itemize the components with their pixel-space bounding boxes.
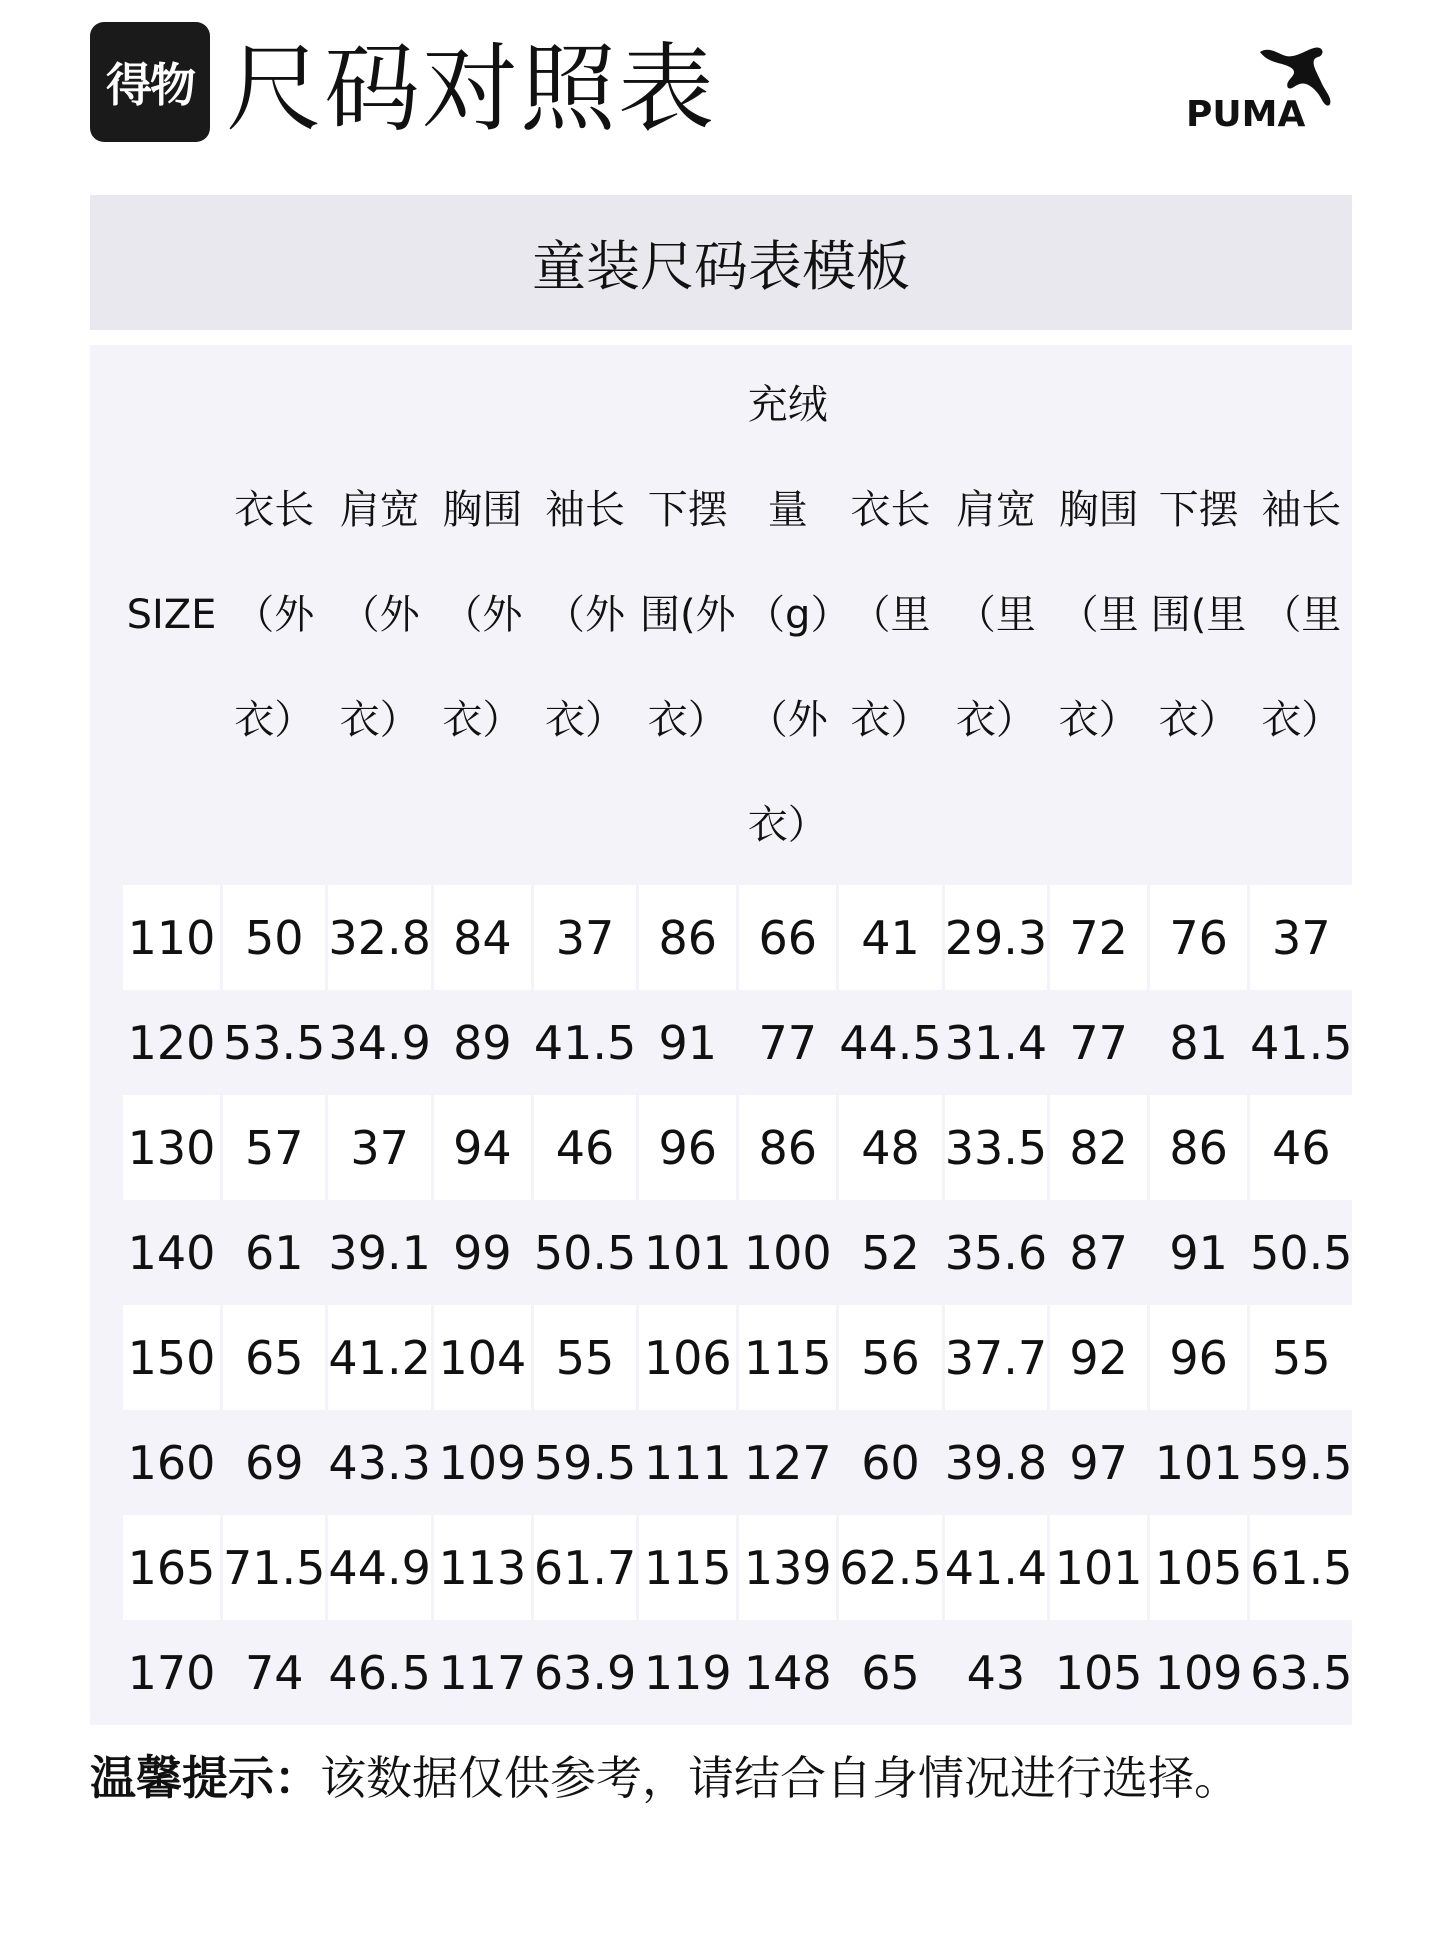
- column-header: 下摆围(里衣）: [1150, 486, 1247, 743]
- size-cell: 170: [127, 1645, 216, 1700]
- measurement-cell: 44.9: [328, 1515, 430, 1620]
- table-header-row: [123, 345, 1353, 885]
- measurement-cell: 48: [839, 1095, 941, 1200]
- size-cell: 110: [123, 885, 220, 990]
- measurement-cell: 56: [839, 1305, 941, 1410]
- measurement-cell: 66: [739, 885, 836, 990]
- size-chart: [90, 345, 1352, 1725]
- measurement-cell: 104: [434, 1305, 531, 1410]
- tip-text: 该数据仅供参考，请结合自身情况进行选择。: [320, 1751, 1240, 1805]
- size-cell: 120: [127, 1015, 216, 1070]
- measurement-cell: 106: [639, 1305, 736, 1410]
- app-logo: 得物: [90, 22, 210, 142]
- measurement-cell: 96: [639, 1095, 736, 1200]
- size-cell: 160: [127, 1435, 216, 1490]
- tip-note: [90, 1742, 1352, 1808]
- measurement-cell: 97: [1069, 1435, 1128, 1490]
- measurement-cell: 74: [244, 1645, 304, 1700]
- measurement-cell: 55: [534, 1305, 636, 1410]
- measurement-cell: 101: [1050, 1515, 1147, 1620]
- measurement-cell: 139: [739, 1515, 836, 1620]
- measurement-cell: 59.5: [533, 1435, 637, 1490]
- measurement-cell: 61: [244, 1225, 304, 1280]
- measurement-cell: 61.5: [1250, 1515, 1352, 1620]
- measurement-cell: 148: [743, 1645, 832, 1700]
- column-header: 袖长（外衣）: [545, 486, 626, 743]
- measurement-cell: 33.5: [945, 1095, 1047, 1200]
- measurement-cell: 105: [1150, 1515, 1247, 1620]
- measurement-cell: 86: [1150, 1095, 1247, 1200]
- table-row: [123, 1620, 1353, 1725]
- measurement-cell: 41.5: [1250, 1015, 1353, 1070]
- measurement-cell: 115: [639, 1515, 736, 1620]
- column-header: 胸围（外衣）: [442, 486, 523, 743]
- measurement-cell: 94: [434, 1095, 531, 1200]
- tip-label: 温馨提示：: [90, 1751, 320, 1805]
- measurement-cell: 59.5: [1250, 1435, 1353, 1490]
- table-row: [123, 1305, 1353, 1410]
- measurement-cell: 50.5: [533, 1225, 637, 1280]
- size-table: [120, 345, 1356, 1725]
- measurement-cell: 44.5: [839, 1015, 942, 1070]
- measurement-cell: 86: [639, 885, 736, 990]
- measurement-cell: 86: [739, 1095, 836, 1200]
- table-body: [123, 885, 1353, 1725]
- brand-wordmark: PUMA: [1186, 94, 1306, 135]
- measurement-cell: 65: [861, 1645, 920, 1700]
- measurement-cell: 41.2: [328, 1305, 430, 1410]
- measurement-cell: 43: [966, 1645, 1026, 1700]
- measurement-cell: 63.5: [1250, 1645, 1353, 1700]
- measurement-cell: 113: [434, 1515, 531, 1620]
- measurement-cell: 35.6: [944, 1225, 1048, 1280]
- column-header: SIZE: [126, 591, 217, 638]
- measurement-cell: 55: [1250, 1305, 1352, 1410]
- column-header: 充绒量（g）（外衣）: [745, 381, 831, 848]
- size-cell: 165: [123, 1515, 220, 1620]
- measurement-cell: 89: [453, 1015, 512, 1070]
- table-row: [123, 1410, 1353, 1515]
- measurement-cell: 77: [758, 1015, 818, 1070]
- column-header: 下摆围(外衣）: [639, 486, 736, 743]
- column-header: 衣长（里衣）: [850, 486, 931, 743]
- size-cell: 150: [123, 1305, 220, 1410]
- measurement-cell: 63.9: [533, 1645, 637, 1700]
- table-row: [123, 1095, 1353, 1200]
- measurement-cell: 111: [643, 1435, 732, 1490]
- measurement-cell: 100: [743, 1225, 832, 1280]
- column-header: 肩宽（外衣）: [339, 486, 420, 743]
- measurement-cell: 53.5: [223, 1015, 326, 1070]
- header: [90, 20, 1352, 150]
- measurement-cell: 82: [1050, 1095, 1147, 1200]
- measurement-cell: 41: [839, 885, 941, 990]
- measurement-cell: 71.5: [223, 1515, 325, 1620]
- measurement-cell: 101: [1154, 1435, 1243, 1490]
- column-header: 衣长（外衣）: [234, 486, 315, 743]
- measurement-cell: 127: [743, 1435, 832, 1490]
- measurement-cell: 41.5: [533, 1015, 637, 1070]
- table-banner: 童装尺码表模板: [90, 195, 1352, 330]
- measurement-cell: 115: [739, 1305, 836, 1410]
- size-cell: 140: [127, 1225, 216, 1280]
- measurement-cell: 52: [861, 1225, 920, 1280]
- measurement-cell: 101: [643, 1225, 732, 1280]
- measurement-cell: 87: [1069, 1225, 1128, 1280]
- measurement-cell: 65: [223, 1305, 325, 1410]
- measurement-cell: 34.9: [328, 1015, 431, 1070]
- table-row: [123, 1515, 1353, 1620]
- measurement-cell: 84: [434, 885, 531, 990]
- measurement-cell: 91: [658, 1015, 718, 1070]
- table-row: [123, 990, 1353, 1095]
- measurement-cell: 43.3: [328, 1435, 431, 1490]
- measurement-cell: 109: [438, 1435, 527, 1490]
- measurement-cell: 29.3: [945, 885, 1047, 990]
- table-row: [123, 885, 1353, 990]
- puma-logo: [1186, 44, 1336, 134]
- measurement-cell: 50.5: [1250, 1225, 1353, 1280]
- measurement-cell: 57: [223, 1095, 325, 1200]
- measurement-cell: 61.7: [534, 1515, 636, 1620]
- measurement-cell: 117: [438, 1645, 527, 1700]
- measurement-cell: 32.8: [328, 885, 430, 990]
- measurement-cell: 76: [1150, 885, 1247, 990]
- measurement-cell: 81: [1169, 1015, 1228, 1070]
- measurement-cell: 62.5: [839, 1515, 941, 1620]
- measurement-cell: 69: [244, 1435, 304, 1490]
- size-cell: 130: [123, 1095, 220, 1200]
- measurement-cell: 37: [534, 885, 636, 990]
- measurement-cell: 99: [453, 1225, 512, 1280]
- measurement-cell: 91: [1169, 1225, 1228, 1280]
- measurement-cell: 41.4: [945, 1515, 1047, 1620]
- measurement-cell: 60: [861, 1435, 920, 1490]
- measurement-cell: 46: [1250, 1095, 1352, 1200]
- column-header: 袖长（里衣）: [1261, 486, 1342, 743]
- table-row: [123, 1200, 1353, 1305]
- measurement-cell: 105: [1054, 1645, 1143, 1700]
- measurement-cell: 96: [1150, 1305, 1247, 1410]
- measurement-cell: 39.1: [328, 1225, 431, 1280]
- measurement-cell: 39.8: [944, 1435, 1048, 1490]
- measurement-cell: 46.5: [328, 1645, 431, 1700]
- measurement-cell: 119: [643, 1645, 732, 1700]
- measurement-cell: 77: [1069, 1015, 1128, 1070]
- measurement-cell: 72: [1050, 885, 1147, 990]
- measurement-cell: 37: [328, 1095, 430, 1200]
- page-title: 尺码对照表: [226, 33, 716, 145]
- measurement-cell: 50: [223, 885, 325, 990]
- measurement-cell: 92: [1050, 1305, 1147, 1410]
- measurement-cell: 31.4: [944, 1015, 1048, 1070]
- measurement-cell: 46: [534, 1095, 636, 1200]
- measurement-cell: 37: [1250, 885, 1352, 990]
- column-header: 胸围（里衣）: [1058, 486, 1139, 743]
- measurement-cell: 37.7: [945, 1305, 1047, 1410]
- column-header: 肩宽（里衣）: [955, 486, 1036, 743]
- measurement-cell: 109: [1154, 1645, 1243, 1700]
